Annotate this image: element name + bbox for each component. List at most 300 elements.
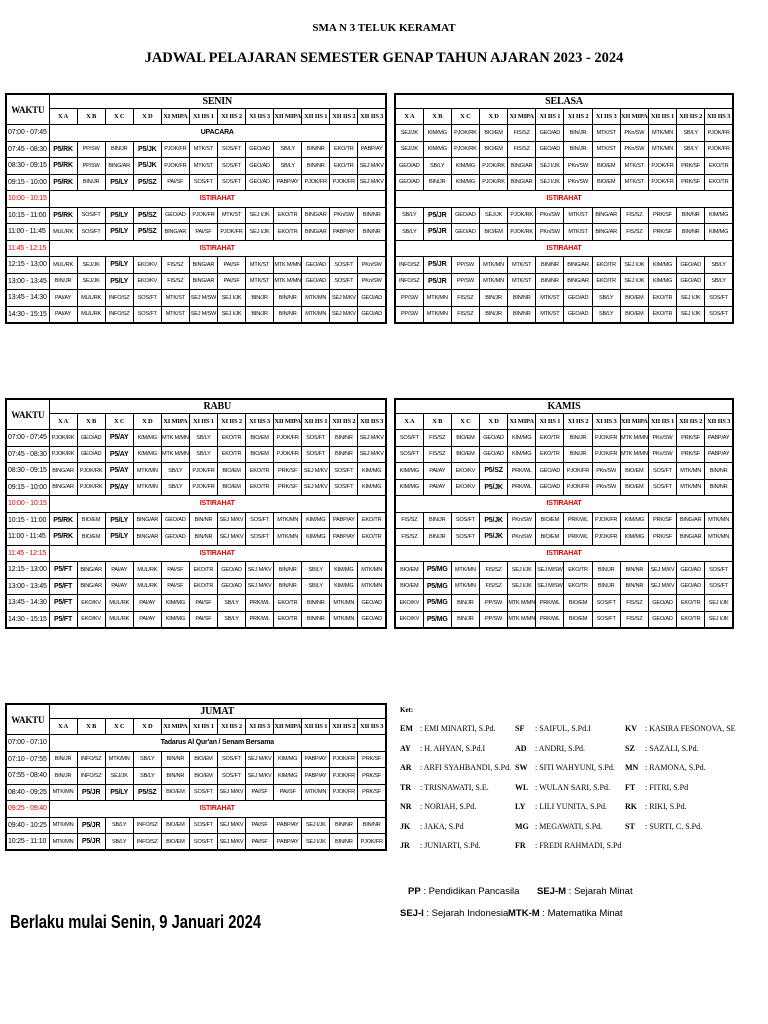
class-header-row xyxy=(395,414,733,430)
schedule-row xyxy=(6,817,386,834)
time-slot: 08:30 - 09:15 xyxy=(6,463,49,480)
lesson-cell: EKO/TR xyxy=(246,479,274,496)
lesson-cell: BIN/JR xyxy=(77,174,105,191)
lesson-cell: PRK/SF xyxy=(274,463,302,480)
class-header: XII MIPA xyxy=(620,414,648,430)
lesson-cell: P5/RK xyxy=(49,158,77,175)
teacher-name: : JAKA, S.Pd xyxy=(420,821,464,831)
lesson-cell: GEO/AD xyxy=(451,207,479,224)
lesson-cell: MTK/MN xyxy=(133,463,161,480)
lesson-cell: SOS/FT xyxy=(302,446,330,463)
lesson-cell: PAI/AY xyxy=(133,611,161,628)
lesson-cell: GEO/AD xyxy=(358,306,386,323)
lesson-cell: PJOK/FR xyxy=(189,207,217,224)
lesson-cell: MUL/RK xyxy=(133,578,161,595)
lesson-cell: SEJ I/JK xyxy=(217,306,245,323)
lesson-cell: INFO/SZ xyxy=(395,273,423,290)
lesson-cell: BIO/EM xyxy=(161,784,189,801)
lesson-cell: BIN/NR xyxy=(302,595,330,612)
schedule-row xyxy=(6,562,386,579)
lesson-cell: PAI/AY xyxy=(49,290,77,307)
lesson-cell: PAI/SF xyxy=(161,578,189,595)
teacher-name: : LILI YUNITA, S.Pd. xyxy=(535,802,607,811)
lesson-cell: INFO/SZ xyxy=(105,290,133,307)
class-header: XII MIPA xyxy=(274,719,302,735)
teacher-name: : SAIFUL, S.Pd.I xyxy=(535,724,591,733)
class-header: XII IIS 3 xyxy=(358,414,386,430)
class-header: XII IIS 1 xyxy=(648,109,676,125)
class-header: XI IIS 3 xyxy=(246,719,274,735)
lesson-cell: SOS/FT xyxy=(189,784,217,801)
lesson-cell: PJOK/FR xyxy=(274,430,302,447)
lesson-cell: MTK/MN xyxy=(479,257,507,274)
lesson-cell: MTK M/MN xyxy=(274,273,302,290)
lesson-cell: INFO/SZ xyxy=(133,834,161,851)
lesson-cell: SOS/FT xyxy=(77,207,105,224)
lesson-cell: PJOK/RK xyxy=(49,446,77,463)
lesson-cell: FIS/SZ xyxy=(395,529,423,546)
teacher-code: NR xyxy=(400,802,412,811)
time-slot: 07:45 - 08:30 xyxy=(6,141,49,158)
lesson-cell: PJOK/FR xyxy=(592,446,620,463)
day-title: KAMIS xyxy=(395,399,733,414)
lesson-cell: P5/RK xyxy=(49,174,77,191)
lesson-cell: BIN/JR xyxy=(564,446,592,463)
lesson-cell: EKO/KV xyxy=(133,257,161,274)
time-slot: 11:00 - 11:45 xyxy=(6,224,49,241)
lesson-cell: PKn/SW xyxy=(648,446,676,463)
lesson-cell: BIO/EM xyxy=(592,158,620,175)
lesson-cell: P5/FT xyxy=(49,611,77,628)
lesson-cell: PABP/AY xyxy=(705,446,733,463)
lesson-cell: PJOK/FR xyxy=(592,512,620,529)
lesson-cell: BIO/EM xyxy=(564,595,592,612)
lesson-cell: MTK/MN xyxy=(358,562,386,579)
abbr-mtk-m: MTK-M : Matematika Minat xyxy=(508,908,623,919)
lesson-cell: PP/SW xyxy=(395,306,423,323)
lesson-cell: SEJ M/KV xyxy=(648,562,676,579)
lesson-cell: P5/JK xyxy=(133,158,161,175)
class-header: X B xyxy=(423,109,451,125)
lesson-cell: SB/LY xyxy=(274,158,302,175)
lesson-cell: PAI/AY xyxy=(423,463,451,480)
class-header: X D xyxy=(133,414,161,430)
lesson-cell: PKn/SW xyxy=(564,174,592,191)
lesson-cell: KIM/MG xyxy=(161,611,189,628)
class-header: XI IIS 3 xyxy=(592,414,620,430)
teacher-name: : FITRI, S.Pd xyxy=(645,782,689,792)
lesson-cell: BIO/EM xyxy=(161,817,189,834)
lesson-cell: BING/AR xyxy=(105,158,133,175)
schedule-row xyxy=(6,545,386,562)
lesson-cell: BIN/JR xyxy=(246,306,274,323)
teacher-entry xyxy=(625,783,688,792)
lesson-cell: SEJ/JK xyxy=(77,273,105,290)
lesson-cell: PP/SW xyxy=(479,595,507,612)
class-header: X D xyxy=(133,719,161,735)
lesson-cell: MTK M/MN xyxy=(161,446,189,463)
lesson-cell: PRK/SF xyxy=(648,529,676,546)
class-header-row xyxy=(395,109,733,125)
lesson-cell: BIO/EM xyxy=(77,512,105,529)
legend-label: Ket: xyxy=(400,706,414,714)
schedule-row xyxy=(6,158,386,175)
teacher-code: SW xyxy=(515,763,528,772)
lesson-cell: SEJ M/KV xyxy=(648,578,676,595)
lesson-cell: BIN/JR xyxy=(564,430,592,447)
lesson-cell: BIN/JR xyxy=(49,768,77,785)
class-header: XI IIS 2 xyxy=(564,109,592,125)
lesson-cell: SEJ M/KV xyxy=(358,446,386,463)
lesson-cell: PABP/AY xyxy=(274,817,302,834)
activity-row: Tadarus Al Qur'an / Senam Bersama xyxy=(49,735,386,752)
lesson-cell: MTK/MN xyxy=(49,817,77,834)
lesson-cell: PP/SW xyxy=(451,273,479,290)
lesson-cell: BING/AR xyxy=(77,562,105,579)
lesson-cell: PP/SW xyxy=(77,141,105,158)
lesson-cell: KIM/MG xyxy=(133,446,161,463)
class-header: XII IIS 2 xyxy=(330,109,358,125)
schedule-row xyxy=(395,479,733,496)
lesson-cell: KIM/MG xyxy=(274,751,302,768)
class-header: XII IIS 3 xyxy=(358,719,386,735)
lesson-cell: GEO/AD xyxy=(479,430,507,447)
lesson-cell: PJOK/FR xyxy=(592,529,620,546)
lesson-cell: GEO/AD xyxy=(358,290,386,307)
lesson-cell: BIN/JR xyxy=(105,141,133,158)
lesson-cell: BIN/NR xyxy=(358,207,386,224)
lesson-cell: SOS/FT xyxy=(451,512,479,529)
lesson-cell: BING/AR xyxy=(592,224,620,241)
lesson-cell: P5/LY xyxy=(105,529,133,546)
lesson-cell: BIN/NR xyxy=(302,141,330,158)
teacher-entry xyxy=(515,802,607,811)
lesson-cell: SB/LY xyxy=(217,611,245,628)
lesson-cell: KIM/MG xyxy=(358,479,386,496)
schedule-row xyxy=(6,125,386,142)
lesson-cell: PAI/SF xyxy=(217,257,245,274)
lesson-cell: MTK/MN xyxy=(705,512,733,529)
lesson-cell: PKn/SW xyxy=(536,207,564,224)
lesson-cell: BIN/JR xyxy=(564,125,592,142)
lesson-cell: PAI/SF xyxy=(189,224,217,241)
lesson-cell: SB/LY xyxy=(705,257,733,274)
lesson-cell: KIM/MG xyxy=(330,578,358,595)
schedule-row xyxy=(6,446,386,463)
lesson-cell: PJOK/RK xyxy=(451,141,479,158)
teacher-code: KV xyxy=(625,724,637,733)
teacher-code: SF xyxy=(515,724,525,733)
schedule-row xyxy=(6,479,386,496)
lesson-cell: SOS/FT xyxy=(705,578,733,595)
lesson-cell: P5/JR xyxy=(77,817,105,834)
schedule-row xyxy=(395,595,733,612)
lesson-cell: MUL/RK xyxy=(49,257,77,274)
lesson-cell: SEJ I/JK xyxy=(620,257,648,274)
lesson-cell: SEJ/JK xyxy=(479,207,507,224)
schedule-row xyxy=(6,207,386,224)
schedule-row xyxy=(6,240,386,257)
lesson-cell: FIS/SZ xyxy=(451,306,479,323)
lesson-cell: PJOK/FR xyxy=(302,174,330,191)
lesson-cell: GEO/AD xyxy=(358,595,386,612)
lesson-cell: BIO/EM xyxy=(479,224,507,241)
lesson-cell: EKO/TR xyxy=(648,290,676,307)
lesson-cell: EKO/TR xyxy=(274,224,302,241)
lesson-cell: GEO/AD xyxy=(161,207,189,224)
lesson-cell: PKn/SW xyxy=(508,529,536,546)
lesson-cell: MTK/MN xyxy=(105,751,133,768)
lesson-cell: MTK M/MN xyxy=(161,430,189,447)
lesson-cell: EKO/TR xyxy=(217,446,245,463)
lesson-cell: SEJ M/KV xyxy=(217,512,245,529)
lesson-cell: BIN/NR xyxy=(274,578,302,595)
lesson-cell: BIO/EM xyxy=(161,834,189,851)
lesson-cell: BIN/NR xyxy=(358,224,386,241)
lesson-cell: BIN/NR xyxy=(302,158,330,175)
lesson-cell: P5/JR xyxy=(77,784,105,801)
lesson-cell: KIM/MG xyxy=(358,463,386,480)
lesson-cell: P5/JR xyxy=(423,273,451,290)
class-header: XII IIS 3 xyxy=(358,109,386,125)
lesson-cell: SOS/FT xyxy=(330,257,358,274)
teacher-name: : RAMONA, S.Pd. xyxy=(645,763,706,772)
lesson-cell: BIN/JR xyxy=(592,578,620,595)
lesson-cell: BIO/EM xyxy=(77,529,105,546)
lesson-cell: PRK/SF xyxy=(648,512,676,529)
class-header: XI IIS 2 xyxy=(217,719,245,735)
lesson-cell: SEJ M/KV xyxy=(358,174,386,191)
lesson-cell: MTK/ST xyxy=(536,290,564,307)
teacher-name: : RIKI, S.Pd. xyxy=(645,802,687,811)
lesson-cell: P5/MG xyxy=(423,611,451,628)
lesson-cell: SOS/FT xyxy=(217,751,245,768)
lesson-cell: BIN/JR xyxy=(49,751,77,768)
lesson-cell: BIN/NR xyxy=(508,290,536,307)
lesson-cell: MTK/MN xyxy=(648,141,676,158)
lesson-cell: EKO/KV xyxy=(451,479,479,496)
schedule-row xyxy=(6,224,386,241)
class-header: XI IIS 3 xyxy=(246,414,274,430)
class-header: X B xyxy=(423,414,451,430)
lesson-cell: BING/AR xyxy=(564,273,592,290)
lesson-cell: SOS/FT xyxy=(705,290,733,307)
schedule-row xyxy=(395,578,733,595)
lesson-cell: PJOK/FR xyxy=(705,141,733,158)
class-header-row xyxy=(6,109,386,125)
lesson-cell: SEJ I/JK xyxy=(508,578,536,595)
schedule-row xyxy=(6,611,386,628)
lesson-cell: P5/MG xyxy=(423,595,451,612)
day-header-row xyxy=(395,94,733,109)
teacher-entry xyxy=(625,802,687,811)
lesson-cell: PAI/SF xyxy=(217,273,245,290)
lesson-cell: SOS/FT xyxy=(330,479,358,496)
schedule-row xyxy=(6,834,386,851)
lesson-cell: GEO/AD xyxy=(302,273,330,290)
lesson-cell: EKO/TR xyxy=(705,158,733,175)
lesson-cell: MTK/ST xyxy=(564,207,592,224)
lesson-cell: MUL/RK xyxy=(105,611,133,628)
lesson-cell: EKO/TR xyxy=(564,578,592,595)
lesson-cell: PP/SW xyxy=(479,611,507,628)
lesson-cell: FIS/SZ xyxy=(423,446,451,463)
lesson-cell: PRK/WL xyxy=(536,595,564,612)
lesson-cell: P5/LY xyxy=(105,257,133,274)
teacher-name: : KASIRA FESONOVA, SE xyxy=(645,724,736,733)
class-header: X A xyxy=(49,719,77,735)
schedule-row xyxy=(6,496,386,513)
schedule-row xyxy=(395,273,733,290)
class-header: X C xyxy=(105,719,133,735)
lesson-cell: P5/JR xyxy=(423,257,451,274)
class-header: XI MIPA xyxy=(161,109,189,125)
lesson-cell: P5/FT xyxy=(49,578,77,595)
lesson-cell: MTK/ST xyxy=(161,290,189,307)
teacher-name: : ARFI SYAHBANDI, S.Pd. xyxy=(420,763,512,772)
lesson-cell: EKO/TR xyxy=(677,611,705,628)
lesson-cell: MTK/MN xyxy=(302,290,330,307)
schedule-row xyxy=(6,290,386,307)
lesson-cell: GEO/AD xyxy=(358,611,386,628)
schedule-row xyxy=(6,141,386,158)
lesson-cell: EKO/TR xyxy=(592,273,620,290)
lesson-cell: SOS/FT xyxy=(705,306,733,323)
class-header: XI MIPA xyxy=(508,109,536,125)
lesson-cell: PRK/SF xyxy=(677,446,705,463)
time-slot: 11:00 - 11:45 xyxy=(6,529,49,546)
time-slot: 09:25 - 09:40 xyxy=(6,801,49,818)
lesson-cell: SOS/FT xyxy=(648,479,676,496)
teacher-entry xyxy=(625,724,736,733)
lesson-cell: BIO/EM xyxy=(246,446,274,463)
schedule-row xyxy=(6,578,386,595)
lesson-cell: BING/AR xyxy=(133,529,161,546)
class-header: XII IIS 2 xyxy=(330,414,358,430)
lesson-cell: EKO/TR xyxy=(330,158,358,175)
schedule-row xyxy=(6,751,386,768)
day-title: JUMAT xyxy=(49,704,386,719)
teacher-name: : TRISNAWATI, S.E. xyxy=(420,782,489,792)
lesson-cell: BIN/JR xyxy=(451,611,479,628)
teacher-code: AR xyxy=(400,763,412,772)
jumat-table xyxy=(5,703,387,851)
lesson-cell: P5/LY xyxy=(105,512,133,529)
lesson-cell: SOS/FT xyxy=(395,446,423,463)
lesson-cell: SEJ M/KV xyxy=(246,578,274,595)
lesson-cell: MTK/ST xyxy=(536,306,564,323)
lesson-cell: MTK/MN xyxy=(451,578,479,595)
lesson-cell: SEJ M/SW xyxy=(536,578,564,595)
lesson-cell: SEJ M/KV xyxy=(302,479,330,496)
lesson-cell: BIO/EM xyxy=(620,463,648,480)
schedule-row xyxy=(395,174,733,191)
lesson-cell: SEJ M/KV xyxy=(217,529,245,546)
class-header: X A xyxy=(395,414,423,430)
lesson-cell: SOS/FT xyxy=(189,834,217,851)
class-header: X D xyxy=(133,109,161,125)
lesson-cell: PJOK/FR xyxy=(564,463,592,480)
senin-table xyxy=(5,93,387,324)
lesson-cell: SB/LY xyxy=(395,207,423,224)
break-row: ISTIRAHAT xyxy=(49,240,386,257)
break-row: ISTIRAHAT xyxy=(49,545,386,562)
lesson-cell: PAI/AY xyxy=(105,578,133,595)
schedule-row xyxy=(395,529,733,546)
class-header: XII MIPA xyxy=(274,414,302,430)
lesson-cell: MTK/MN xyxy=(330,611,358,628)
teacher-code: JK xyxy=(400,821,411,831)
lesson-cell: P5/AY xyxy=(105,446,133,463)
lesson-cell: SOS/FT xyxy=(246,512,274,529)
teacher-code: ST xyxy=(625,821,635,831)
lesson-cell: KIM/MG xyxy=(508,446,536,463)
lesson-cell: P5/LY xyxy=(105,207,133,224)
lesson-cell: BIO/EM xyxy=(189,751,217,768)
class-header: X C xyxy=(105,109,133,125)
lesson-cell: BIN/NR xyxy=(161,751,189,768)
lesson-cell: EKO/TR xyxy=(648,306,676,323)
lesson-cell: P5/SZ xyxy=(133,224,161,241)
lesson-cell: BIN/NR xyxy=(677,207,705,224)
lesson-cell: MTK/MN xyxy=(451,562,479,579)
lesson-cell: BIN/NR xyxy=(330,446,358,463)
lesson-cell: PJOK/FR xyxy=(648,174,676,191)
lesson-cell: SB/LY xyxy=(592,306,620,323)
class-header: XI MIPA xyxy=(161,414,189,430)
lesson-cell: BIN/JR xyxy=(423,529,451,546)
lesson-cell: SB/LY xyxy=(105,834,133,851)
lesson-cell: PRK/SF xyxy=(358,768,386,785)
break-row: ISTIRAHAT xyxy=(395,545,733,562)
lesson-cell: KIM/MG xyxy=(395,463,423,480)
lesson-cell: PABP/AY xyxy=(358,141,386,158)
lesson-cell: SOS/FT xyxy=(592,595,620,612)
lesson-cell: BING/AR xyxy=(49,479,77,496)
lesson-cell: BING/AR xyxy=(677,529,705,546)
lesson-cell: PRK/SF xyxy=(358,784,386,801)
time-slot: 09:15 - 10:00 xyxy=(6,174,49,191)
schedule-row xyxy=(395,207,733,224)
lesson-cell: PP/SW xyxy=(395,290,423,307)
lesson-cell: INFO/SZ xyxy=(77,751,105,768)
lesson-cell: PJOK/FR xyxy=(358,834,386,851)
class-header: XI IIS 2 xyxy=(564,414,592,430)
lesson-cell: PJOK/RK xyxy=(451,125,479,142)
lesson-cell: PJOK/FR xyxy=(330,784,358,801)
lesson-cell: BIN/NR xyxy=(705,479,733,496)
time-slot: 10:00 - 10:15 xyxy=(6,496,49,513)
lesson-cell: PJOK/RK xyxy=(77,463,105,480)
lesson-cell: GEO/AD xyxy=(161,529,189,546)
class-header: XII IIS 3 xyxy=(705,414,733,430)
class-header: XII MIPA xyxy=(274,109,302,125)
lesson-cell: EKO/TR xyxy=(274,611,302,628)
lesson-cell: SEJ/JK xyxy=(77,257,105,274)
lesson-cell: PKn/SW xyxy=(564,158,592,175)
time-slot: 07:00 - 07:45 xyxy=(6,125,49,142)
lesson-cell: MTK/MN xyxy=(423,306,451,323)
time-slot: 11:45 - 12:15 xyxy=(6,240,49,257)
lesson-cell: EKO/KV xyxy=(451,463,479,480)
lesson-cell: PRK/SF xyxy=(648,207,676,224)
lesson-cell: P5/AY xyxy=(105,479,133,496)
teacher-name: : WULAN SARI, S.Pd. xyxy=(535,782,610,792)
day-header-row xyxy=(6,399,386,414)
teacher-name: : SITI WAHYUNI, S.Pd. xyxy=(535,763,615,772)
lesson-cell: P5/AY xyxy=(105,430,133,447)
teacher-name: : MEGAWATI, S.Pd. xyxy=(535,821,603,831)
